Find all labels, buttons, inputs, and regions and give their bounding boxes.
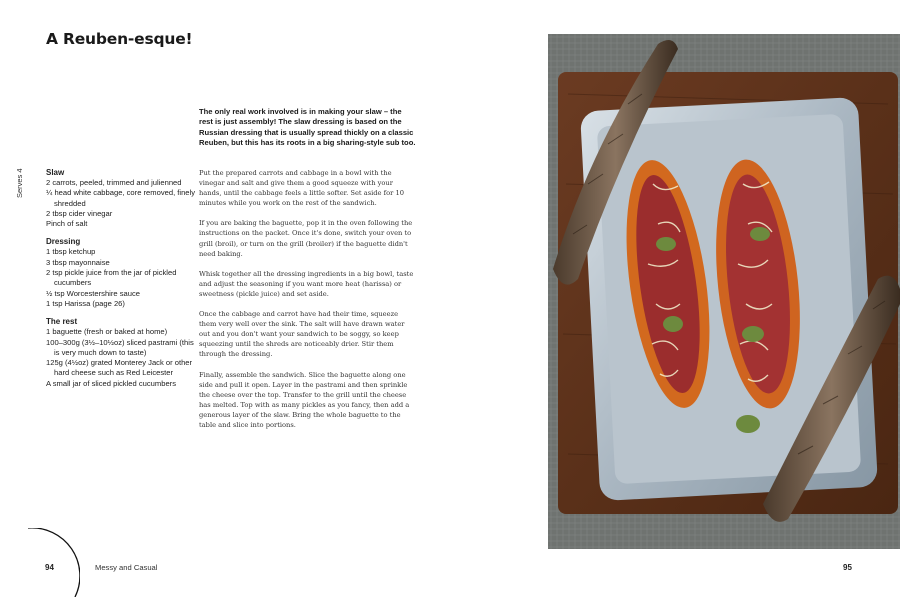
ingredient-item: 2 carrots, peeled, trimmed and julienned — [46, 178, 182, 187]
ingredient-item: A small jar of sliced pickled cucumbers — [46, 378, 176, 388]
recipe-title: A Reuben-esque! — [46, 30, 193, 48]
ingredients-list — [46, 167, 196, 396]
ingredient-group-slaw — [46, 167, 196, 229]
ingredient-heading: The rest — [46, 317, 78, 327]
ingredient-item: 3 tbsp mayonnaise — [46, 257, 110, 267]
method-step: Finally, assemble the sandwich. Slice the baguette along one side and pull it open. Layer in the pastrami and then sprinkle the cheese over the top. Transfer to the grill until the cheese has melted. Top with as many pickles as you fancy, then add a generous layer of the slaw. Bring the whole baguette to the table and slice into portions. — [199, 370, 410, 429]
method-steps — [199, 168, 417, 440]
ingredient-heading: Dressing — [46, 237, 81, 247]
recipe-photo — [548, 34, 900, 549]
method-step: Once the cabbage and carrot have had their time, squeeze them very well over the sink. The salt will have drawn water out and you don't want your sandwich to be soggy, so keep squeezing until the shreds are noticeably drier. Stir them through the dressing. — [199, 310, 405, 359]
ingredient-item: 2 tsp pickle juice from the jar of pickled cucumbers — [46, 268, 177, 288]
ingredient-group-dressing — [46, 236, 196, 309]
recipe-intro: The only real work involved is in making your slaw – the rest is just assembly! The slaw dressing is based on the Russian dressing that is usually spread thickly on a classic Reuben, but this has its roots in a big sharing-style sub too. — [199, 107, 416, 148]
ingredient-item: 100–300g (3½–10½oz) sliced pastrami (this is very much down to taste) — [46, 337, 194, 357]
ingredient-heading: Slaw — [46, 168, 65, 177]
method-step: If you are baking the baguette, pop it in the oven following the instructions on the packet. Once it's done, switch your oven to grill (broil), or turn on the grill (broiler) if the baguette didn't need baking. — [199, 219, 413, 258]
ingredient-item: 125g (4½oz) grated Monterey Jack or other hard cheese such as Red Leicester — [46, 358, 193, 378]
ingredient-item: 2 tbsp cider vinegar — [46, 208, 113, 218]
method-step: Whisk together all the dressing ingredients in a big bowl, taste and adjust the seasoning if you want more heat (harissa) or sweetness (pickle juice) and set aside. — [199, 269, 414, 298]
ingredient-item: Pinch of salt — [46, 219, 88, 229]
ingredient-item: ½ tsp Worcestershire sauce — [46, 288, 140, 298]
ingredient-item: 1 tbsp ketchup — [46, 247, 96, 257]
page-number-right: 95 — [843, 563, 852, 572]
section-name: Messy and Casual — [95, 563, 158, 572]
serves-label: Serves 4 — [15, 168, 24, 198]
decorative-arc — [0, 528, 80, 597]
page-number-left: 94 — [45, 563, 54, 572]
ingredient-item: ¼ head white cabbage, core removed, finely shredded — [46, 188, 196, 208]
ingredient-item: 1 baguette (fresh or baked at home) — [46, 327, 168, 337]
ingredient-item: 1 tsp Harissa (page 26) — [46, 298, 125, 308]
ingredient-group-rest — [46, 316, 196, 389]
sandwich-illustration — [548, 34, 900, 549]
method-step: Put the prepared carrots and cabbage in a bowl with the vinegar and salt and give them a good squeeze with your hands, until the cabbage feels a little softer. Set aside for 10 minutes while you work on the rest of the sandwich. — [199, 169, 404, 208]
